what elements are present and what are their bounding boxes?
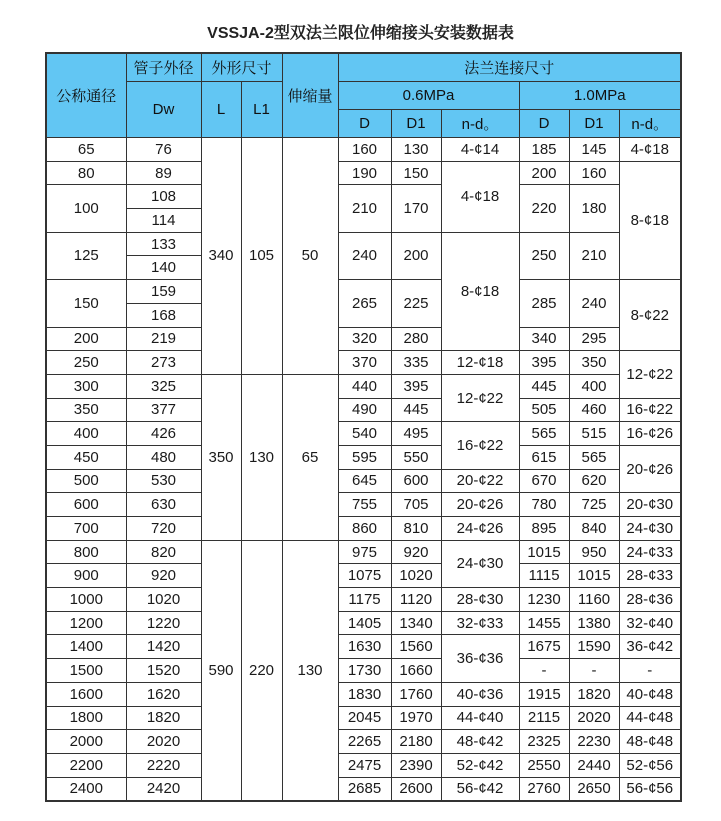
- table-cell: 550: [391, 445, 441, 469]
- table-cell: 32-¢33: [441, 611, 519, 635]
- table-cell: 840: [569, 517, 619, 541]
- table-cell: 340: [519, 327, 569, 351]
- table-cell: 48-¢42: [441, 730, 519, 754]
- table-cell: 8-¢18: [619, 161, 681, 279]
- header-nd-10: n-d。: [619, 110, 681, 138]
- header-d1-06: D1: [391, 110, 441, 138]
- table-cell: 2020: [569, 706, 619, 730]
- table-cell: 1830: [338, 682, 391, 706]
- table-cell: 219: [126, 327, 201, 351]
- table-cell: 32-¢40: [619, 611, 681, 635]
- table-cell: 426: [126, 422, 201, 446]
- table-cell: 36-¢36: [441, 635, 519, 682]
- table-cell: 1000: [46, 588, 126, 612]
- header-pipe-od: 管子外径: [126, 53, 201, 82]
- table-cell: 1020: [126, 588, 201, 612]
- table-cell: 920: [391, 540, 441, 564]
- table-cell: 8-¢18: [441, 232, 519, 350]
- table-cell: 160: [338, 138, 391, 162]
- table-cell: 2325: [519, 730, 569, 754]
- table-cell: 273: [126, 351, 201, 375]
- table-cell: 1820: [569, 682, 619, 706]
- table-cell: 400: [46, 422, 126, 446]
- table-cell: 280: [391, 327, 441, 351]
- table-row: [46, 635, 681, 659]
- table-cell: 1500: [46, 659, 126, 683]
- table-cell: 460: [569, 398, 619, 422]
- table-cell: 65: [282, 374, 338, 540]
- table-cell: 700: [46, 517, 126, 541]
- table-cell: 350: [46, 398, 126, 422]
- table-cell: 4-¢18: [619, 138, 681, 162]
- table-row: [46, 730, 681, 754]
- table-cell: 445: [519, 374, 569, 398]
- table-cell: 1630: [338, 635, 391, 659]
- table-cell: 4-¢18: [441, 161, 519, 232]
- table-cell: 44-¢40: [441, 706, 519, 730]
- table-cell: 1405: [338, 611, 391, 635]
- table-cell: 210: [338, 185, 391, 232]
- table-cell: 150: [391, 161, 441, 185]
- table-row: [46, 374, 681, 398]
- table-cell: 2650: [569, 777, 619, 801]
- table-cell: 210: [569, 232, 619, 279]
- table-cell: 1160: [569, 588, 619, 612]
- table-cell: 2420: [126, 777, 201, 801]
- table-cell: 2475: [338, 753, 391, 777]
- table-row: [46, 398, 681, 422]
- table-cell: 1455: [519, 611, 569, 635]
- table-cell: 445: [391, 398, 441, 422]
- table-cell: 335: [391, 351, 441, 375]
- table-cell: 800: [46, 540, 126, 564]
- table-cell: 130: [241, 374, 282, 540]
- table-cell: 16-¢22: [441, 422, 519, 469]
- table-cell: 8-¢22: [619, 280, 681, 351]
- table-cell: 220: [519, 185, 569, 232]
- table-cell: 377: [126, 398, 201, 422]
- table-row: [46, 777, 681, 801]
- page-title: VSSJA-2型双法兰限位伸缩接头安装数据表: [207, 25, 514, 42]
- table-row: [46, 327, 681, 351]
- table-cell: 2115: [519, 706, 569, 730]
- table-row: [46, 469, 681, 493]
- table-cell: 500: [46, 469, 126, 493]
- table-cell: 28-¢36: [619, 588, 681, 612]
- table-cell: 320: [338, 327, 391, 351]
- table-cell: 20-¢30: [619, 493, 681, 517]
- table-cell: 350: [569, 351, 619, 375]
- table-cell: 50: [282, 138, 338, 375]
- table-row: [46, 493, 681, 517]
- table-cell: 1420: [126, 635, 201, 659]
- table-row: [46, 138, 681, 162]
- table-row: [46, 682, 681, 706]
- table-cell: 44-¢48: [619, 706, 681, 730]
- table-cell: 185: [519, 138, 569, 162]
- table-cell: 4-¢14: [441, 138, 519, 162]
- table-cell: 295: [569, 327, 619, 351]
- table-cell: 370: [338, 351, 391, 375]
- table-cell: 1020: [391, 564, 441, 588]
- table-cell: 1600: [46, 682, 126, 706]
- table-row: [46, 540, 681, 564]
- table-row: [46, 517, 681, 541]
- table-cell: 24-¢30: [441, 540, 519, 587]
- table-cell: 180: [569, 185, 619, 232]
- table-cell: 1760: [391, 682, 441, 706]
- table-cell: 225: [391, 280, 441, 327]
- table-cell: 615: [519, 445, 569, 469]
- table-cell: 1620: [126, 682, 201, 706]
- table-row: [46, 588, 681, 612]
- table-row: [46, 280, 681, 304]
- table-cell: 820: [126, 540, 201, 564]
- table-cell: 1175: [338, 588, 391, 612]
- table-cell: 1400: [46, 635, 126, 659]
- table-cell: 2685: [338, 777, 391, 801]
- table-cell: 755: [338, 493, 391, 517]
- table-row: [46, 422, 681, 446]
- table-row: [46, 659, 681, 683]
- header-row-1: [46, 53, 681, 82]
- header-d-06: D: [338, 110, 391, 138]
- table-cell: 1520: [126, 659, 201, 683]
- table-cell: 150: [46, 280, 126, 327]
- table-cell: 440: [338, 374, 391, 398]
- table-row: [46, 161, 681, 185]
- table-cell: 620: [569, 469, 619, 493]
- table-cell: 24-¢30: [619, 517, 681, 541]
- table-body: [46, 138, 681, 802]
- table-cell: 950: [569, 540, 619, 564]
- header-row-2: [46, 82, 681, 110]
- table-row: [46, 753, 681, 777]
- table-cell: 130: [391, 138, 441, 162]
- table-cell: 1800: [46, 706, 126, 730]
- installation-data-table: [45, 52, 682, 802]
- table-cell: -: [519, 659, 569, 683]
- table-cell: 52-¢56: [619, 753, 681, 777]
- table-cell: 160: [569, 161, 619, 185]
- table-cell: 395: [391, 374, 441, 398]
- table-cell: 1660: [391, 659, 441, 683]
- table-cell: 130: [282, 540, 338, 801]
- table-cell: 2045: [338, 706, 391, 730]
- table-cell: 780: [519, 493, 569, 517]
- table-cell: 48-¢48: [619, 730, 681, 754]
- table-cell: 490: [338, 398, 391, 422]
- header-pressure-06mpa: 0.6MPa: [338, 82, 519, 110]
- table-cell: 670: [519, 469, 569, 493]
- table-cell: 2000: [46, 730, 126, 754]
- table-cell: 900: [46, 564, 126, 588]
- table-cell: 28-¢30: [441, 588, 519, 612]
- table-cell: 2230: [569, 730, 619, 754]
- table-cell: 975: [338, 540, 391, 564]
- table-cell: 140: [126, 256, 201, 280]
- table-cell: 250: [519, 232, 569, 279]
- table-row: [46, 706, 681, 730]
- table-header: [46, 53, 681, 138]
- table-row: [46, 351, 681, 375]
- table-cell: 600: [46, 493, 126, 517]
- table-cell: 530: [126, 469, 201, 493]
- table-cell: 80: [46, 161, 126, 185]
- table-cell: 2600: [391, 777, 441, 801]
- table-cell: 895: [519, 517, 569, 541]
- table-cell: 350: [201, 374, 241, 540]
- table-cell: 20-¢22: [441, 469, 519, 493]
- table-cell: 168: [126, 303, 201, 327]
- table-cell: 200: [391, 232, 441, 279]
- table-cell: 250: [46, 351, 126, 375]
- table-cell: 1075: [338, 564, 391, 588]
- table-cell: 325: [126, 374, 201, 398]
- table-cell: 860: [338, 517, 391, 541]
- table-row: [46, 232, 681, 256]
- table-cell: 495: [391, 422, 441, 446]
- table-cell: 1915: [519, 682, 569, 706]
- table-cell: 725: [569, 493, 619, 517]
- table-cell: 133: [126, 232, 201, 256]
- table-cell: 12-¢22: [619, 351, 681, 398]
- table-cell: 1730: [338, 659, 391, 683]
- table-cell: 540: [338, 422, 391, 446]
- table-cell: 24-¢26: [441, 517, 519, 541]
- table-cell: 240: [569, 280, 619, 327]
- table-cell: 630: [126, 493, 201, 517]
- table-cell: 240: [338, 232, 391, 279]
- table-cell: 200: [46, 327, 126, 351]
- table-cell: 1820: [126, 706, 201, 730]
- table-cell: 65: [46, 138, 126, 162]
- table-cell: 515: [569, 422, 619, 446]
- table-cell: 20-¢26: [441, 493, 519, 517]
- table-row: [46, 564, 681, 588]
- table-cell: 920: [126, 564, 201, 588]
- table-cell: 89: [126, 161, 201, 185]
- table-row: [46, 611, 681, 635]
- table-cell: 220: [241, 540, 282, 801]
- table-cell: 505: [519, 398, 569, 422]
- table-cell: 2550: [519, 753, 569, 777]
- table-cell: 52-¢42: [441, 753, 519, 777]
- table-cell: 2400: [46, 777, 126, 801]
- table-cell: 28-¢33: [619, 564, 681, 588]
- table-cell: 2760: [519, 777, 569, 801]
- table-cell: 565: [569, 445, 619, 469]
- table-cell: 170: [391, 185, 441, 232]
- table-cell: 2220: [126, 753, 201, 777]
- table-cell: -: [569, 659, 619, 683]
- table-cell: 2020: [126, 730, 201, 754]
- table-cell: 125: [46, 232, 126, 279]
- table-cell: 565: [519, 422, 569, 446]
- table-cell: 24-¢33: [619, 540, 681, 564]
- table-cell: 1115: [519, 564, 569, 588]
- table-cell: 200: [519, 161, 569, 185]
- table-cell: 16-¢26: [619, 422, 681, 446]
- table-cell: 705: [391, 493, 441, 517]
- table-cell: 285: [519, 280, 569, 327]
- table-cell: 16-¢22: [619, 398, 681, 422]
- table-cell: 2265: [338, 730, 391, 754]
- table-cell: 2390: [391, 753, 441, 777]
- table-row: [46, 445, 681, 469]
- table-cell: 1970: [391, 706, 441, 730]
- table-cell: 159: [126, 280, 201, 304]
- table-cell: 108: [126, 185, 201, 209]
- table-cell: 40-¢48: [619, 682, 681, 706]
- table-cell: 395: [519, 351, 569, 375]
- header-expansion: 伸缩量: [282, 53, 338, 138]
- table-cell: 810: [391, 517, 441, 541]
- table-cell: 56-¢42: [441, 777, 519, 801]
- header-pressure-10mpa: 1.0MPa: [519, 82, 681, 110]
- header-l: L: [201, 82, 241, 138]
- table-cell: 600: [391, 469, 441, 493]
- header-flange-connection: 法兰连接尺寸: [338, 53, 681, 82]
- header-dw: Dw: [126, 82, 201, 138]
- header-d-10: D: [519, 110, 569, 138]
- table-cell: 645: [338, 469, 391, 493]
- table-cell: 100: [46, 185, 126, 232]
- header-l1: L1: [241, 82, 282, 138]
- table-cell: 1590: [569, 635, 619, 659]
- table-cell: 1220: [126, 611, 201, 635]
- table-cell: 1340: [391, 611, 441, 635]
- table-cell: 56-¢56: [619, 777, 681, 801]
- table-cell: -: [619, 659, 681, 683]
- table-cell: 1120: [391, 588, 441, 612]
- table-cell: 145: [569, 138, 619, 162]
- table-cell: 2440: [569, 753, 619, 777]
- table-cell: 114: [126, 209, 201, 233]
- table-cell: 1015: [569, 564, 619, 588]
- table-cell: 12-¢18: [441, 351, 519, 375]
- table-cell: 1200: [46, 611, 126, 635]
- header-overall-dims: 外形尺寸: [201, 53, 282, 82]
- table-cell: 400: [569, 374, 619, 398]
- table-cell: 595: [338, 445, 391, 469]
- table-cell: 1230: [519, 588, 569, 612]
- table-cell: 40-¢36: [441, 682, 519, 706]
- table-row: [46, 185, 681, 209]
- table-cell: 1015: [519, 540, 569, 564]
- table-cell: 590: [201, 540, 241, 801]
- table-cell: 190: [338, 161, 391, 185]
- header-nominal-diameter: 公称通径: [46, 53, 126, 138]
- header-nd-06: n-d。: [441, 110, 519, 138]
- table-cell: 20-¢26: [619, 445, 681, 492]
- table-cell: 2180: [391, 730, 441, 754]
- table-cell: 300: [46, 374, 126, 398]
- table-cell: 105: [241, 138, 282, 375]
- table-cell: 480: [126, 445, 201, 469]
- table-cell: 2200: [46, 753, 126, 777]
- header-d1-10: D1: [569, 110, 619, 138]
- table-cell: 265: [338, 280, 391, 327]
- table-cell: 1560: [391, 635, 441, 659]
- table-cell: 720: [126, 517, 201, 541]
- table-cell: 12-¢22: [441, 374, 519, 421]
- table-cell: 76: [126, 138, 201, 162]
- table-cell: 450: [46, 445, 126, 469]
- table-cell: 1675: [519, 635, 569, 659]
- table-cell: 340: [201, 138, 241, 375]
- table-cell: 36-¢42: [619, 635, 681, 659]
- table-cell: 1380: [569, 611, 619, 635]
